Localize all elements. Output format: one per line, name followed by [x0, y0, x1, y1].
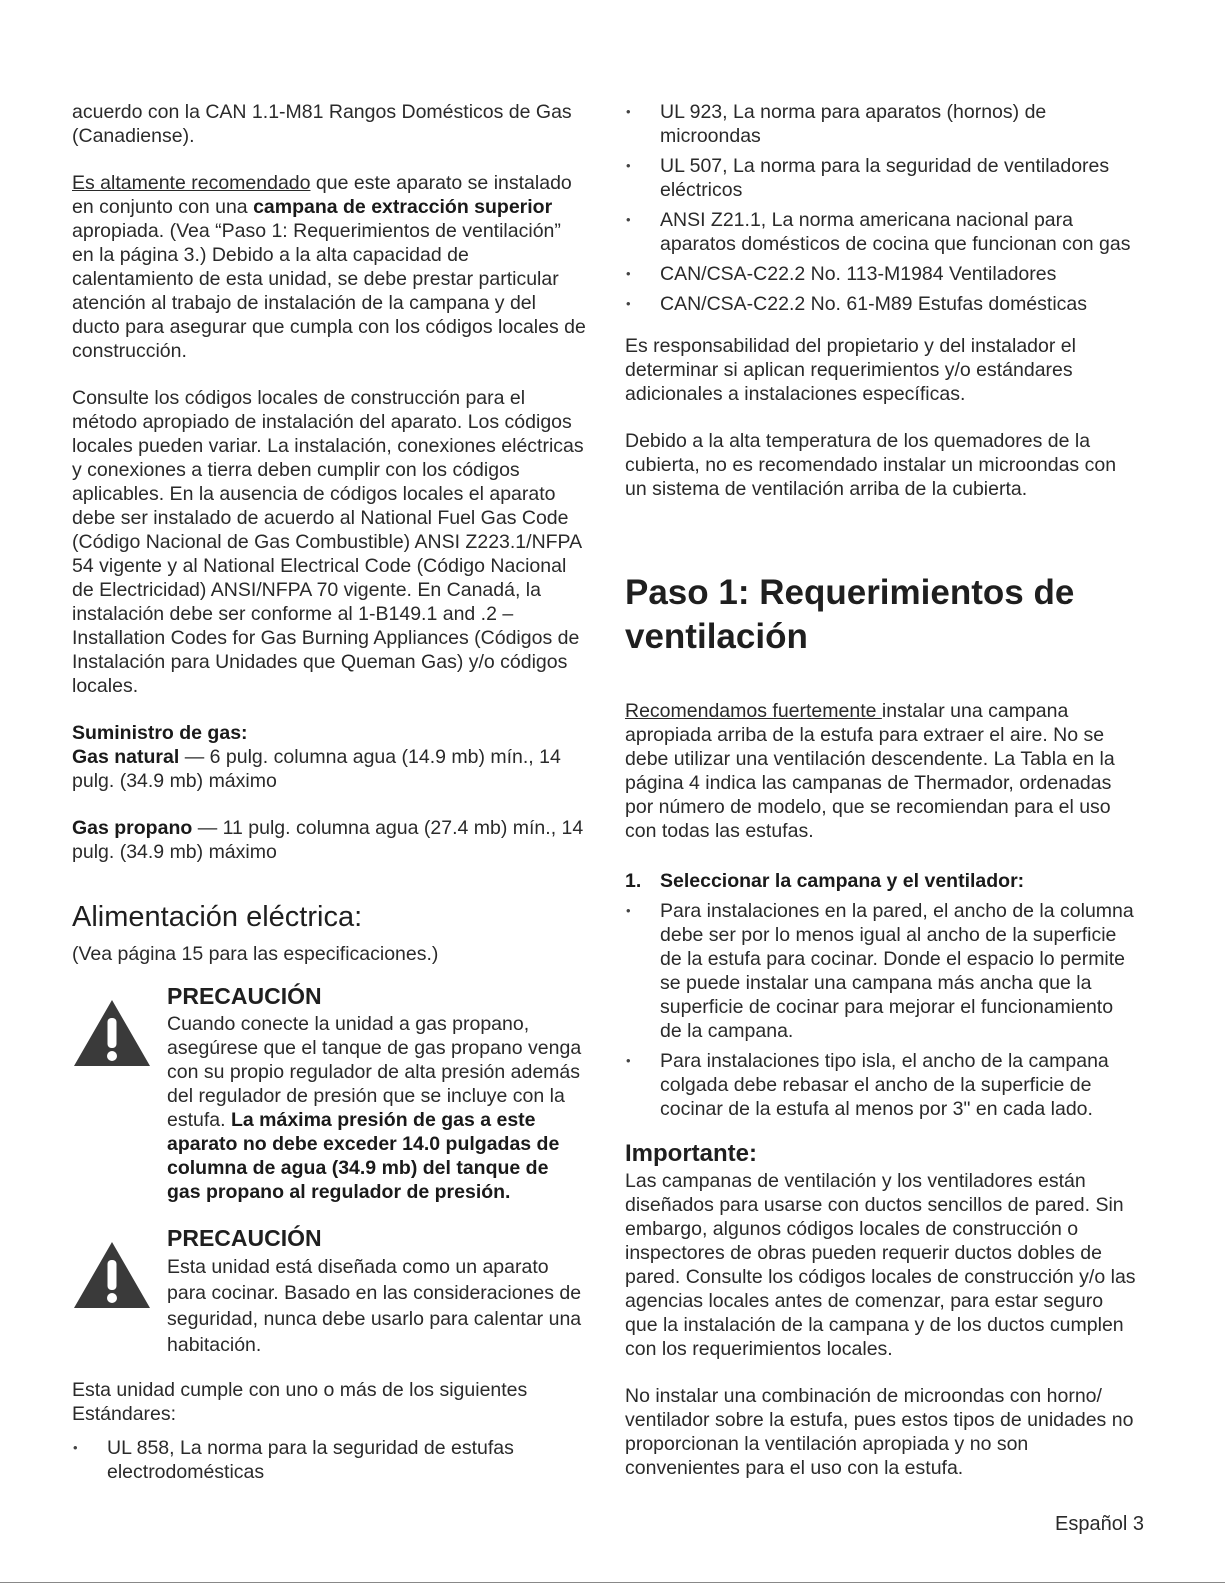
list-item: • Para instalaciones tipo isla, el ancho de la campana colgada debe rebasar el ancho de la superficie de cocinar de la estufa al menos por 3" en cada lado. [625, 1049, 1140, 1121]
electrical-supply-heading: Alimentación eléctrica: [72, 901, 363, 933]
step-select-hood-title: 1. Seleccionar la campana y el ventilador: [625, 870, 1025, 892]
duct-paragraph: Las campanas de ventilación y los ventiladores están diseñados para usarse con ductos sencillos de pared. Sin embargo, algunos códigos locales de construcción o inspectores de obras pueden requerir ductos dobles de pared. Consulte los códigos locales de construcción y/o las agencias locales antes de comenzar, para estar seguro que la instalación de la campana y de los ductos cumplen con los requerimientos locales. [625, 1170, 1136, 1360]
gas-supply-heading: Suministro de gas: [72, 722, 248, 744]
important-heading: Importante: [625, 1140, 757, 1167]
left-column [72, 100, 587, 1490]
natural-gas-spec: Gas natural — 6 pulg. columna agua (14.9 mb) mín., 14 pulg. (34.9 mb) máximo [72, 746, 561, 792]
local-codes-paragraph: Consulte los códigos locales de construcción para el método apropiado de instalación del aparato. Los códigos locales pueden variar. La instalación, conexiones eléctricas y conexiones a tierra deben cumplir con los códigos aplicables. En la ausencia de códigos locales el aparato debe ser instalado de acuerdo al National Fuel Gas Code (Código Nacional de Gas Combustible) ANSI Z223.1/NFPA 54 vigente y al National Electrical Code (Código Nacional de Electricidad) ANSI/NFPA 70 vigente. En Canadá, la instalación debe ser conforme al 1-B149.1 and .2 – Installation Codes for Gas Burning Appliances (Códigos de Instalación para Unidades que Queman Gas) y/o códigos locales. [72, 387, 584, 697]
standards-list-right [625, 100, 1140, 316]
standards-intro: Esta unidad cumple con uno o más de los siguientes Estándares: [72, 1379, 528, 1425]
list-item: • ANSI Z21.1, La norma americana nacional para aparatos domésticos de cocina que funcionan con gas [625, 208, 1140, 256]
list-item: • UL 507, La norma para la seguridad de ventiladores eléctricos [625, 154, 1140, 202]
caution-heating [72, 1224, 587, 1358]
microwave-warning-paragraph: Debido a la alta temperatura de los quemadores de la cubierta, no es recomendado instalar un microondas con un sistema de ventilación arriba de la cubierta. [625, 430, 1117, 500]
recommended-underline: Es altamente recomendado [72, 172, 311, 194]
warning-triangle-icon [72, 1240, 152, 1310]
step1-heading: Paso 1: Requerimientos de ventilación [625, 573, 1075, 656]
propane-gas-spec: Gas propano — 11 pulg. columna agua (27.4 mb) mín., 14 pulg. (34.9 mb) máximo [72, 817, 584, 863]
list-item: • CAN/CSA-C22.2 No. 113-M1984 Ventiladores [625, 262, 1140, 286]
caution-title: PRECAUCIÓN [167, 1225, 322, 1251]
caution-title: PRECAUCIÓN [167, 983, 322, 1009]
intro-paragraph: acuerdo con la CAN 1.1-M81 Rangos Domésticos de Gas (Canadiense). [72, 101, 572, 147]
electrical-note: (Vea página 15 para las especificaciones.) [72, 943, 439, 965]
hood-bullets [625, 899, 1140, 1121]
list-item: • CAN/CSA-C22.2 No. 61-M89 Estufas domésticas [625, 292, 1140, 316]
hood-recommendation-paragraph: Es altamente recomendado que este aparato se instalado en conjunto con una campana de extracción superior apropiada. (Vea “Paso 1: Requerimientos de ventilación” en la página 3.) Debido a la alta capacidad de calentamiento de esta unidad, se debe prestar particular atención al trabajo de instalación de la campana y del ducto para asegurar que cumpla con los códigos locales de construcción. [72, 172, 586, 362]
warning-triangle-icon [72, 998, 152, 1068]
list-item: • UL 923, La norma para aparatos (hornos) de microondas [625, 100, 1140, 148]
bottom-rule [0, 1582, 1225, 1583]
hood-strong-recommendation: Recomendamos fuertemente instalar una campana apropiada arriba de la estufa para extraer el aire. No se debe utilizar una ventilación descendente. La Tabla en la página 4 indica las campanas de Thermador, ordenadas por número de modelo, que se recomiendan para el uso con todas las estufas. [625, 700, 1115, 842]
standards-list-left [72, 1436, 587, 1484]
page-footer: Español 3 [1055, 1513, 1144, 1535]
list-item: • UL 858, La norma para la seguridad de estufas electrodomésticas [72, 1436, 587, 1484]
list-item: • Para instalaciones en la pared, el ancho de la columna debe ser por lo menos igual al ancho de la superficie de la estufa para cocinar. Donde el espacio lo permite se puede instalar una campana más ancha que la superficie de cocinar para mejorar el funcionamiento de la campana. [625, 899, 1140, 1043]
caution-text: Cuando conecte la unidad a gas propano, asegúrese que el tanque de gas propano venga con su propio regulador de alta presión además del regulador de presión que se incluye con la estufa. La máxima presión de gas a este aparato no debe exceder 14.0 pulgadas de columna de agua (34.9 mb) del tanque de gas propano al regulador de presión. [167, 1013, 582, 1203]
responsibility-paragraph: Es responsabilidad del propietario y del instalador el determinar si aplican requerimientos y/o estándares adicionales a instalaciones específicas. [625, 335, 1076, 405]
caution-propane [72, 982, 587, 1204]
caution-text: Esta unidad está diseñada como un aparato para cocinar. Basado en las consideraciones de seguridad, nunca debe usarlo para calentar una habitación. [167, 1256, 582, 1356]
combo-microwave-paragraph: No instalar una combinación de microondas con horno/ ventilador sobre la estufa, pues estos tipos de unidades no proporcionan la ventilación apropiada y no son convenientes para el uso con la estufa. [625, 1385, 1134, 1479]
right-column [625, 100, 1140, 1480]
